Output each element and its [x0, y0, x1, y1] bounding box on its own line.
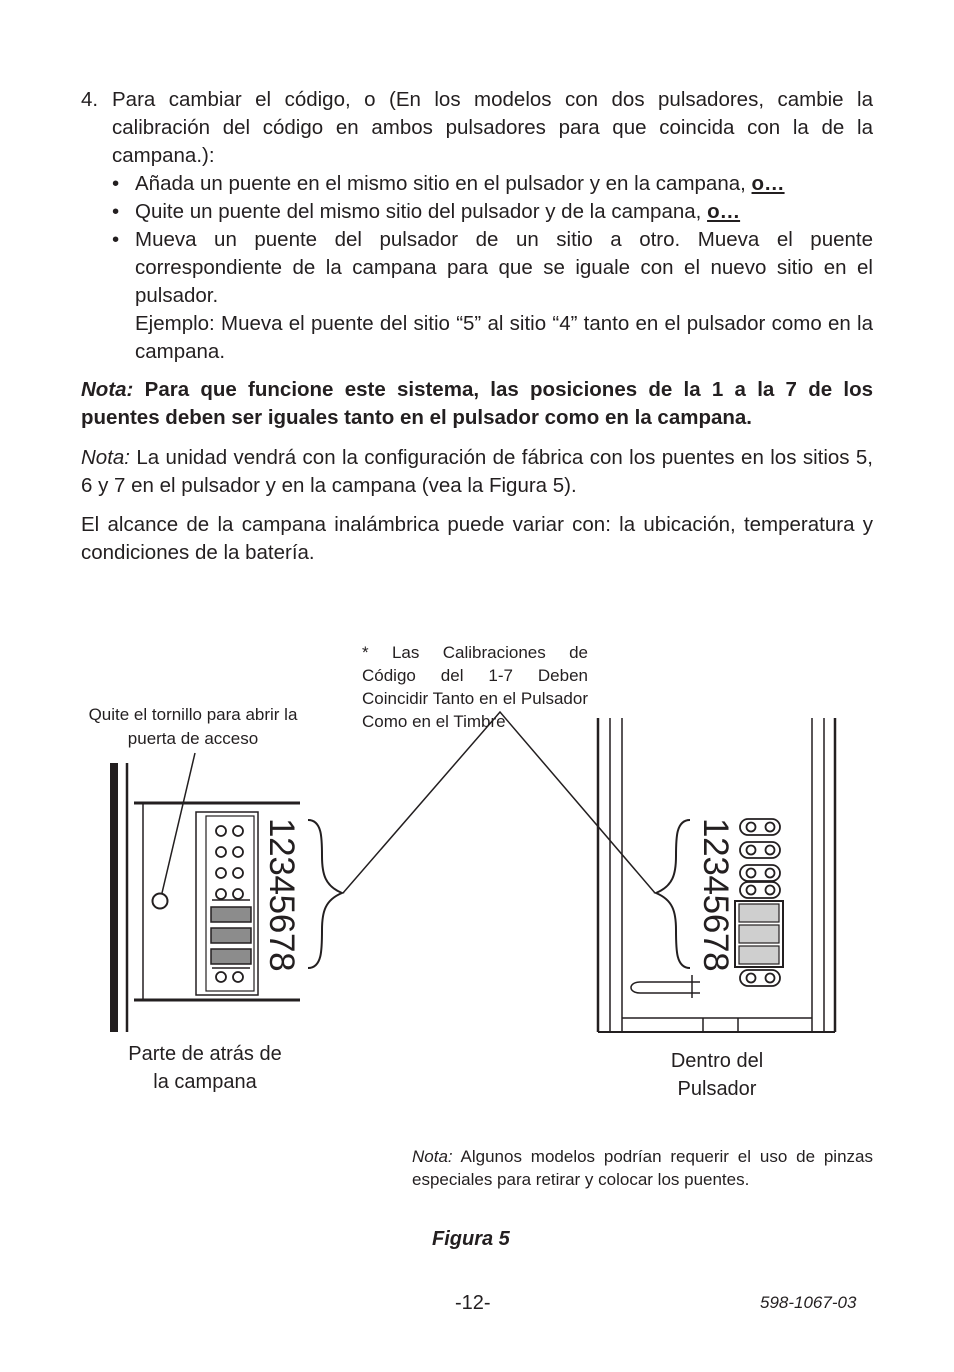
chime-jumpers [211, 907, 251, 964]
note-label: Nota: [412, 1147, 453, 1166]
chime-brace [308, 820, 342, 968]
bullet-dot: • [112, 228, 120, 251]
note-text: La unidad vendrá con la configuración de fábrica con los puentes en los sitios 5, 6 y 7 en el pulsador y en la campana (vea la Figura 5). [81, 446, 873, 497]
callout-screw: Quite el tornillo para abrir la puerta de acceso [88, 705, 298, 748]
document-number: 598-1067-03 [760, 1293, 857, 1312]
pushbutton-jumpers [735, 901, 783, 967]
note-label: Nota: [81, 446, 130, 469]
step-text: Para cambiar el código, o (En los modelos con dos pulsadores, cambie la calibración del código en ambos pulsadores para que coincida con la de la campana.): [112, 88, 873, 167]
note-label: Nota: [81, 378, 134, 401]
step-number: 4. [81, 88, 99, 111]
pushbutton-digits: 12345678 [696, 818, 735, 972]
code-leader-line [343, 712, 655, 893]
bullet-dot: • [112, 200, 120, 223]
label-chime-back: Parte de atrás de la campana [128, 1043, 282, 1093]
bullet-suffix: o… [751, 172, 785, 195]
bullet-suffix: o… [707, 200, 741, 223]
callout-code: * Las Calibraciones de Código del 1-7 Deben Coincidir Tanto en el Pulsador Como en el Timbre [362, 643, 588, 731]
chime-digits: 12345678 [262, 818, 301, 972]
range-paragraph: El alcance de la campana inalámbrica puede variar con: la ubicación, temperatura y condiciones de la batería. [81, 513, 873, 564]
spring-clip [631, 982, 700, 993]
screw-circle [153, 894, 168, 909]
figure-note [412, 1145, 873, 1191]
bullet-text: Añada un puente en el mismo sitio en el pulsador y en la campana, [135, 172, 752, 195]
bullet-text: Quite un puente del mismo sitio del pulsador y de la campana, [135, 200, 708, 223]
bullet-text: Mueva un puente del pulsador de un sitio a otro. Mueva el puente correspondiente de la campana para que se iguale con el nuevo sitio en el pulsador. [135, 228, 873, 307]
figure-caption: Figura 5 [432, 1228, 510, 1250]
bullet-dot: • [112, 172, 120, 195]
page-number: -12- [455, 1292, 491, 1314]
note-text: Algunos modelos podrían requerir el uso de pinzas especiales para retirar y colocar los puentes. [412, 1147, 873, 1189]
chime-digit-column [262, 818, 301, 990]
note-text: Para que funcione este sistema, las posiciones de la 1 a la 7 de los puentes deben ser iguales tanto en el pulsador como en la campana. [81, 378, 873, 429]
pushbutton-digit-column [696, 818, 735, 990]
label-pushbutton-inside: Dentro del Pulsador [670, 1050, 764, 1100]
pushbutton-brace [656, 820, 690, 968]
screw-leader-line [162, 753, 195, 893]
bullet-example: Ejemplo: Mueva el puente del sitio “5” al sitio “4” tanto en el pulsador como en la campana. [135, 312, 873, 363]
